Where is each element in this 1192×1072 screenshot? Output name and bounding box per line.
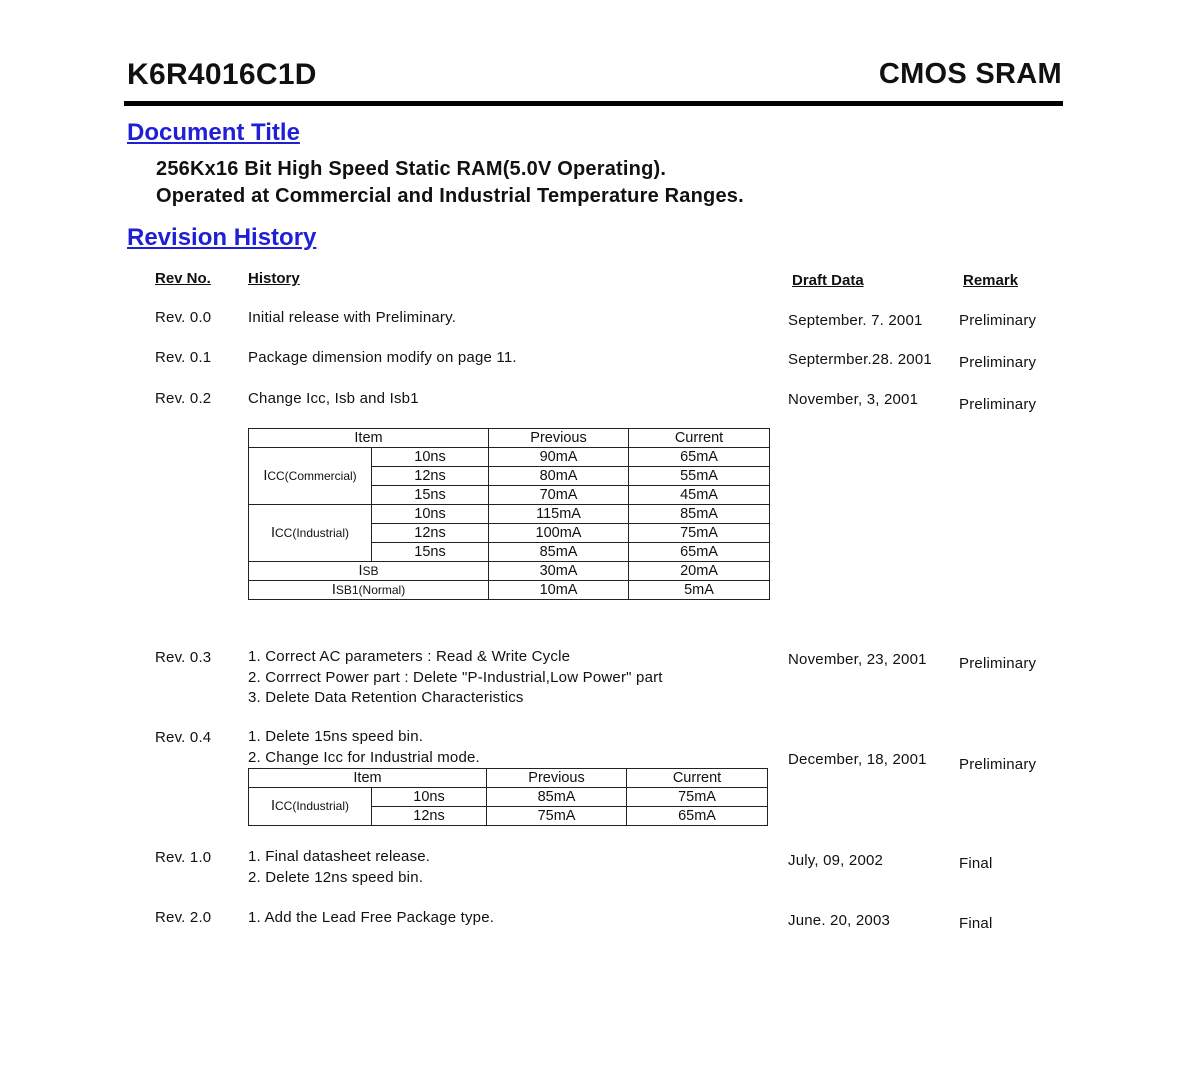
item-symbol: I [263, 467, 268, 484]
current-cell: 20mA [629, 562, 770, 581]
table-header-item: Item [249, 429, 489, 448]
history-text [248, 847, 430, 888]
draft-date: November, 3, 2001 [788, 391, 919, 408]
document-title-line-2: Operated at Commercial and Industrial Temperature Ranges. [156, 185, 744, 207]
history-line: 2. Change Icc for Industrial mode. [248, 748, 480, 766]
draft-date: December, 18, 2001 [788, 751, 927, 768]
history-line: 3. Delete Data Retention Characteristics [248, 689, 524, 706]
table-row [249, 505, 770, 524]
current-cell: 65mA [629, 448, 770, 467]
table-header-row [249, 429, 770, 448]
previous-cell: 10mA [489, 581, 629, 600]
speed-cell: 12ns [372, 524, 489, 543]
item-symbol: I [270, 798, 275, 814]
current-cell: 75mA [627, 788, 768, 807]
revision-history-heading[interactable]: Revision History [127, 224, 317, 251]
table-header-current: Current [627, 769, 768, 788]
column-header-draft-data: Draft Data [792, 272, 864, 289]
rev-number: Rev. 0.0 [155, 309, 212, 326]
current-cell: 45mA [629, 486, 770, 505]
previous-cell: 80mA [489, 467, 629, 486]
item-symbol: I [270, 524, 275, 541]
history-text: Initial release with Preliminary. [248, 309, 457, 326]
draft-date: Septermber.28. 2001 [788, 351, 932, 368]
document-title-line-1: 256Kx16 Bit High Speed Static RAM(5.0V Operating). [156, 158, 667, 180]
icc-commercial-label [249, 448, 372, 505]
remark: Preliminary [959, 396, 1037, 413]
history-text: Change Icc, Isb and Isb1 [248, 390, 419, 407]
previous-cell: 75mA [487, 807, 627, 826]
speed-cell: 15ns [372, 543, 489, 562]
remark: Preliminary [959, 655, 1037, 672]
icc-industrial-label [249, 788, 372, 826]
isb1-label [249, 581, 489, 600]
history-line: 2. Corrrect Power part : Delete "P-Industrial,Low Power" part [248, 668, 663, 686]
remark: Final [959, 855, 993, 872]
speed-cell: 10ns [372, 788, 487, 807]
draft-date: July, 09, 2002 [788, 852, 884, 869]
current-cell: 55mA [629, 467, 770, 486]
table-row [249, 448, 770, 467]
previous-cell: 100mA [489, 524, 629, 543]
history-text [248, 727, 480, 768]
item-subscript: CC(Industrial) [275, 799, 350, 813]
previous-cell: 30mA [489, 562, 629, 581]
remark: Preliminary [959, 756, 1037, 773]
product-family: CMOS SRAM [878, 58, 1062, 90]
isb-label [249, 562, 489, 581]
history-text: Package dimension modify on page 11. [248, 349, 517, 366]
table-header-previous: Previous [489, 429, 629, 448]
table-row [249, 581, 770, 600]
previous-cell: 115mA [489, 505, 629, 524]
item-subscript: SB [362, 563, 379, 578]
item-subscript: CC(Industrial) [275, 525, 350, 540]
table-row [249, 562, 770, 581]
previous-cell: 85mA [487, 788, 627, 807]
remark: Preliminary [959, 312, 1037, 329]
column-header-rev-no: Rev No. [155, 270, 211, 287]
history-line: 1. Delete 15ns speed bin. [248, 728, 424, 745]
remark: Preliminary [959, 354, 1037, 371]
item-subscript: SB1(Normal) [335, 582, 406, 597]
header-divider [124, 101, 1063, 106]
document-title-heading[interactable]: Document Title [127, 119, 300, 146]
speed-cell: 12ns [372, 467, 489, 486]
previous-cell: 70mA [489, 486, 629, 505]
rev-number: Rev. 0.2 [155, 390, 212, 407]
current-cell: 65mA [629, 543, 770, 562]
previous-cell: 85mA [489, 543, 629, 562]
column-header-history: History [248, 270, 300, 287]
speed-cell: 10ns [372, 448, 489, 467]
item-symbol: I [331, 581, 336, 598]
history-line: 2. Delete 12ns speed bin. [248, 868, 424, 886]
current-cell: 75mA [629, 524, 770, 543]
column-header-remark: Remark [963, 272, 1019, 289]
table-header-previous: Previous [487, 769, 627, 788]
table-header-row [249, 769, 768, 788]
rev-number: Rev. 0.1 [155, 349, 212, 366]
item-subscript: CC(Commercial) [267, 468, 357, 483]
table-header-current: Current [629, 429, 770, 448]
speed-cell: 15ns [372, 486, 489, 505]
item-symbol: I [358, 562, 363, 579]
part-number: K6R4016C1D [127, 58, 317, 91]
current-cell: 65mA [627, 807, 768, 826]
history-line: 1. Final datasheet release. [248, 848, 431, 865]
rev-number: Rev. 1.0 [155, 849, 212, 866]
table-row [249, 788, 768, 807]
history-text: 1. Add the Lead Free Package type. [248, 909, 495, 926]
draft-date: November, 23, 2001 [788, 651, 927, 668]
remark: Final [959, 915, 993, 932]
draft-date: June. 20, 2003 [788, 912, 891, 929]
rev-number: Rev. 0.4 [155, 729, 212, 746]
rev-number: Rev. 2.0 [155, 909, 212, 926]
current-cell: 85mA [629, 505, 770, 524]
speed-cell: 12ns [372, 807, 487, 826]
rev-number: Rev. 0.3 [155, 649, 212, 666]
current-change-table-rev04 [248, 768, 768, 826]
current-change-table-rev02 [248, 428, 770, 600]
table-header-item: Item [249, 769, 487, 788]
previous-cell: 90mA [489, 448, 629, 467]
current-cell: 5mA [629, 581, 770, 600]
history-line: 1. Correct AC parameters : Read & Write Cycle [248, 648, 571, 665]
draft-date: September. 7. 2001 [788, 312, 923, 329]
icc-industrial-label [249, 505, 372, 562]
history-text [248, 647, 663, 709]
speed-cell: 10ns [372, 505, 489, 524]
